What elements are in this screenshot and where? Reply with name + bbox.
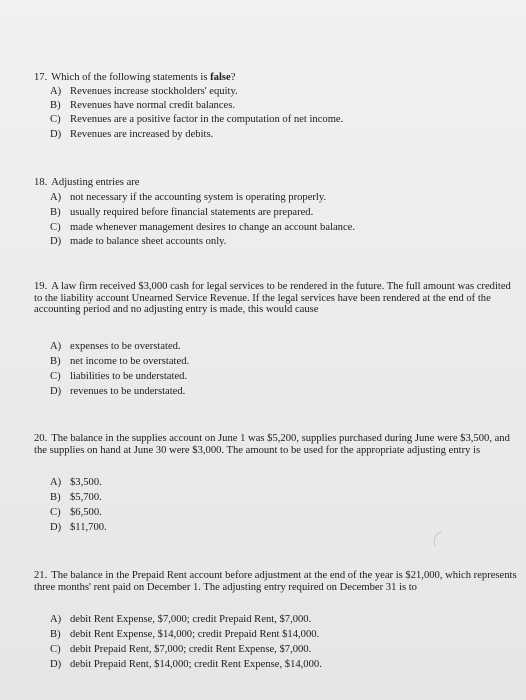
option-text: not necessary if the accounting system is operating properly. [70, 192, 327, 203]
stem-text-end: ? [230, 72, 236, 83]
option-text: expenses to be overstated. [70, 341, 181, 352]
stem-text: Adjusting entries are [51, 177, 140, 188]
option-letter: A) [50, 341, 62, 352]
question-number: 17. [34, 72, 48, 83]
option-text: Revenues have normal credit balances. [70, 100, 236, 111]
option-letter: C) [50, 222, 61, 233]
option-letter: A) [50, 86, 62, 97]
stem-text: The balance in the supplies account on June 1 was $5,200, supplies purchased during June were $3,500, and the supplies on hand at June 30 were $3,000. The amount to be used for the appropriate adjusting entry is [34, 433, 510, 456]
question-number: 20. [34, 433, 48, 444]
question-stem [34, 433, 519, 456]
option-text: revenues to be understated. [70, 386, 186, 397]
option-letter: B) [50, 100, 61, 111]
option-text: net income to be overstated. [70, 356, 190, 367]
option-d [50, 659, 322, 671]
option-letter: D) [50, 129, 62, 140]
option-text: liabilities to be understated. [70, 371, 188, 382]
stem-text: A law firm received $3,000 cash for legal services to be rendered in the future. The full amount was credited to the liability account Unearned Service Revenue. If the legal services have been rendered at the end of the accounting period and no adjusting entry is made, this would cause [34, 281, 511, 315]
option-letter: C) [50, 371, 61, 382]
option-letter: D) [50, 659, 62, 670]
option-c [50, 114, 343, 126]
option-letter: D) [50, 236, 62, 247]
question-number: 19. [34, 281, 48, 292]
option-d [50, 522, 107, 534]
option-letter: A) [50, 614, 62, 625]
option-text: made whenever management desires to change an account balance. [70, 222, 356, 233]
option-letter: A) [50, 192, 62, 203]
option-text: made to balance sheet accounts only. [70, 236, 227, 247]
option-c [50, 222, 355, 234]
option-text: $11,700. [70, 522, 107, 533]
stem-text: The balance in the Prepaid Rent account before adjustment at the end of the year is $21,000, which represents three months' rent paid on December 1. The adjusting entry required on December 31 is to [34, 570, 517, 593]
pen-mark [430, 530, 444, 548]
option-text: debit Rent Expense, $14,000; credit Prepaid Rent $14,000. [70, 629, 320, 640]
stem-emphasis: false [210, 72, 231, 83]
question-stem [34, 177, 519, 189]
option-c [50, 507, 102, 519]
question-stem [34, 72, 519, 84]
question-number: 21. [34, 570, 48, 581]
option-a [50, 341, 181, 353]
option-text: debit Prepaid Rent, $7,000; credit Rent Expense, $7,000. [70, 644, 312, 655]
option-letter: B) [50, 629, 61, 640]
option-text: Revenues are a positive factor in the computation of net income. [70, 114, 344, 125]
option-a [50, 86, 238, 98]
question-stem [34, 570, 519, 593]
option-letter: B) [50, 207, 61, 218]
option-b [50, 356, 189, 368]
option-b [50, 100, 235, 112]
option-d [50, 386, 185, 398]
option-letter: B) [50, 356, 61, 367]
option-text: $5,700. [70, 492, 102, 503]
option-text: $3,500. [70, 477, 102, 488]
option-letter: B) [50, 492, 61, 503]
option-letter: D) [50, 522, 62, 533]
option-a [50, 192, 326, 204]
option-letter: D) [50, 386, 62, 397]
option-letter: C) [50, 114, 61, 125]
question-number: 18. [34, 177, 48, 188]
option-text: Revenues are increased by debits. [70, 129, 214, 140]
option-a [50, 614, 311, 626]
option-text: usually required before financial statements are prepared. [70, 207, 314, 218]
question-stem [34, 281, 519, 316]
option-b [50, 207, 313, 219]
stem-text: Which of the following statements is [51, 72, 211, 83]
option-letter: A) [50, 477, 62, 488]
option-text: debit Prepaid Rent, $14,000; credit Rent Expense, $14,000. [70, 659, 322, 670]
option-letter: C) [50, 507, 61, 518]
option-a [50, 477, 102, 489]
option-text: debit Rent Expense, $7,000; credit Prepaid Rent, $7,000. [70, 614, 312, 625]
option-letter: C) [50, 644, 61, 655]
option-text: $6,500. [70, 507, 102, 518]
option-text: Revenues increase stockholders' equity. [70, 86, 238, 97]
option-c [50, 371, 187, 383]
option-d [50, 129, 213, 141]
option-b [50, 492, 102, 504]
option-b [50, 629, 319, 641]
option-c [50, 644, 311, 656]
option-d [50, 236, 226, 248]
